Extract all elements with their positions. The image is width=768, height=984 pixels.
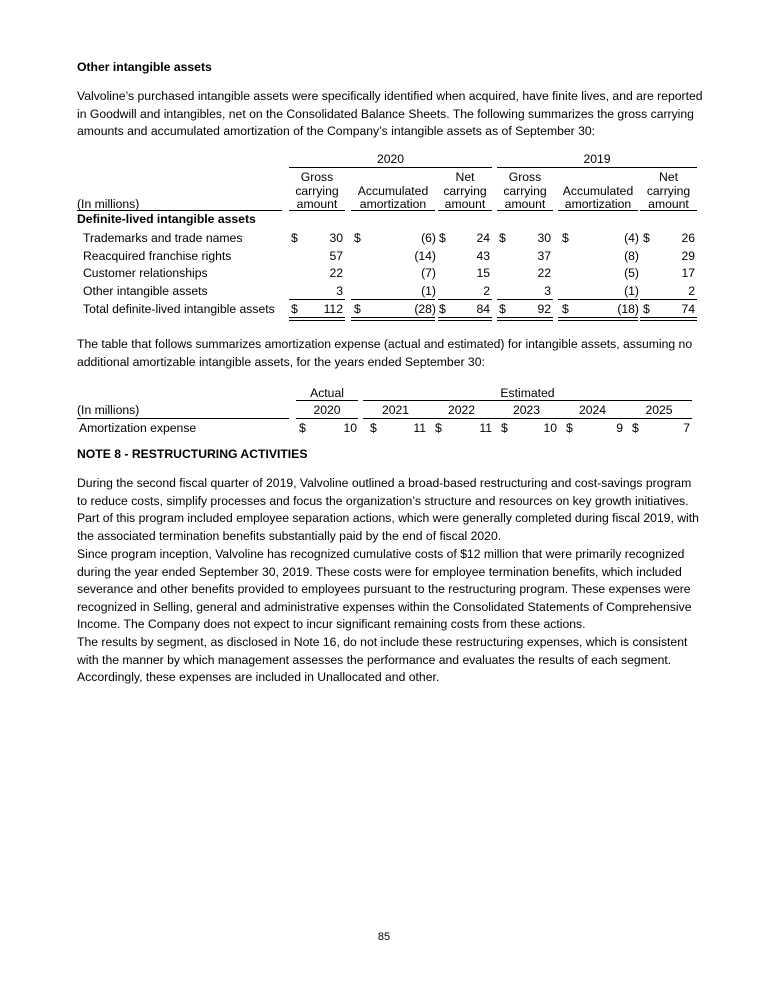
year-group-2020: 2020 [376,152,405,166]
col-header-net-2019: Net carrying amount [646,170,691,211]
year-header: 2023 [512,403,541,417]
text-line: During the second fiscal quarter of 2019, Valvoline outlined a broad-based restructuring and cost-savings program [77,476,692,490]
units-label: (In millions) [77,403,140,417]
section-heading: Other intangible assets [77,60,212,74]
text-line: severance and other benefits provided to employees pursuant to the restructuring program. These expenses were [77,582,691,596]
dollar-sign: $ [299,421,306,435]
dollar-sign: $ [370,421,377,435]
note8-paragraph-2 [77,546,697,634]
note8-paragraph-3 [77,634,697,687]
text-line: additional amortizable intangible assets, for the years ended September 30: [77,354,485,369]
table-subheading: Definite-lived intangible assets [77,212,256,226]
text-line: amounts and accumulated amortization of the Company’s intangible assets as of September 30: [77,124,596,138]
dollar-sign: $ [562,231,569,245]
units-label: (In millions) [77,197,140,211]
text-line: during the year ended September 30, 2019. These costs were for employee termination benefits, which included [77,564,682,579]
text-line: Part of this program included employee separation actions, which were generally completed during fiscal 2019, with [77,511,699,525]
dollar-sign: $ [354,302,361,316]
dollar-sign: $ [439,302,446,316]
col-header-gross-2019: Gross carrying amount [503,170,547,211]
year-header: 2024 [578,403,607,417]
amortization-intro [77,336,697,371]
col-header-net-2020: Net carrying amount [443,170,487,211]
dollar-sign: $ [562,302,569,316]
row-label: Reacquired franchise rights [83,249,232,263]
dollar-sign: $ [501,421,508,435]
group-actual: Actual [310,386,344,400]
note8-paragraph-1 [77,475,697,545]
dollar-sign: $ [291,231,298,245]
page-number: 85 [377,931,391,943]
year-header: 2025 [645,403,673,417]
text-line: the associated termination benefits substantially paid by the end of fiscal 2020. [77,528,502,543]
col-header-accum-2019: Accumulated amortization [562,183,634,211]
col-header-gross-2020: Gross carrying amount [295,170,339,211]
dollar-sign: $ [291,302,298,316]
text-line: The table that follows summarizes amortization expense (actual and estimated) for intangible assets, assuming no [77,337,693,351]
col-header-accum-2020: Accumulated amortization [357,183,429,211]
text-line: in Goodwill and intangibles, net on the Consolidated Balance Sheets. The following summarizes the gross carrying [77,106,694,121]
text-line: recognized in Selling, general and administrative expenses within the Consolidated Statements of Comprehensive [77,599,692,614]
row-label: Total definite-lived intangible assets [83,302,275,316]
year-header: 2020 [313,403,341,417]
row-label: Other intangible assets [83,284,208,298]
note8-heading: NOTE 8 - RESTRUCTURING ACTIVITIES [77,447,308,461]
dollar-sign: $ [632,421,639,435]
text-line: Accordingly, these expenses are included in Unallocated and other. [77,670,440,684]
dollar-sign: $ [566,421,573,435]
row-label: Amortization expense [79,421,197,435]
dollar-sign: $ [499,302,506,316]
year-header: 2022 [447,403,476,417]
dollar-sign: $ [435,421,442,435]
dollar-sign: $ [499,231,506,245]
row-label: Customer relationships [83,266,208,280]
dollar-sign: $ [643,302,650,316]
intro-paragraph [77,88,703,141]
text-line: The results by segment, as disclosed in Note 16, do not include these restructuring expenses, which is consistent [77,635,688,649]
group-estimated: Estimated [500,386,555,400]
dollar-sign: $ [643,231,650,245]
dollar-sign: $ [354,231,361,245]
text-line: with the manner by which management assesses the performance and evaluates the results of each segment. [77,652,672,667]
text-line: to reduce costs, simplify processes and focus the organization’s structure and resources on key growth initiatives. [77,493,689,508]
text-line: Valvoline’s purchased intangible assets were specifically identified when acquired, have finite lives, and are reported [77,89,703,103]
row-label: Trademarks and trade names [83,231,243,245]
dollar-sign: $ [439,231,446,245]
text-line: Income. The Company does not expect to incur significant remaining costs from these actions. [77,617,586,631]
text-line: Since program inception, Valvoline has recognized cumulative costs of $12 million that were primarily recognized [77,547,685,561]
year-group-2019: 2019 [583,152,611,166]
year-header: 2021 [381,403,410,417]
